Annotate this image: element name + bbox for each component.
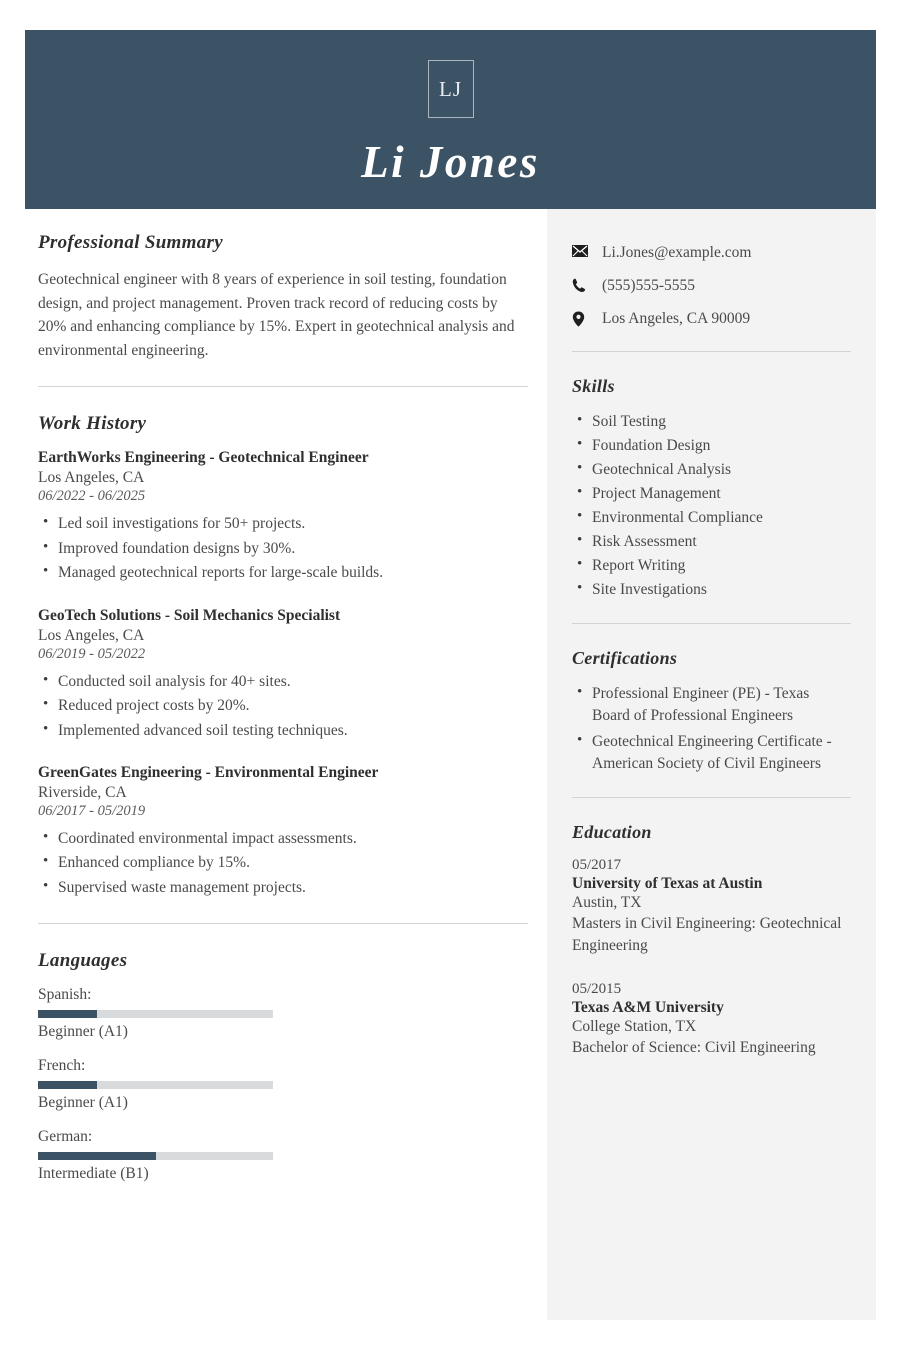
job-dates: 06/2022 - 06/2025 (38, 488, 146, 505)
skill-item: • Risk Assessment (592, 531, 851, 553)
contact-location-row[interactable] (572, 309, 851, 329)
job-title: GreenGates Engineering - Environmental Engineer (38, 764, 379, 781)
divider (38, 386, 528, 387)
skill-item: • Report Writing (592, 555, 851, 577)
job-location: Los Angeles, CA (38, 469, 145, 487)
certifications-list (572, 683, 851, 775)
phone-icon (572, 278, 594, 293)
certification-item: • Geotechnical Engineering Certificate - American Society of Civil Engineers (592, 731, 851, 775)
education-location: College Station, TX (572, 1017, 697, 1035)
section-certifications (572, 648, 851, 775)
language-level: Beginner (A1) (38, 1023, 128, 1041)
language-proficiency-fill (38, 1152, 156, 1160)
certifications-heading: Certifications (572, 648, 678, 669)
job-bullet: • Enhanced compliance by 15%. (58, 852, 528, 874)
language-name: French: (38, 1057, 86, 1075)
language-proficiency-fill (38, 1081, 97, 1089)
skills-heading: Skills (572, 376, 615, 397)
language-item (38, 1057, 273, 1112)
education-school: University of Texas at Austin (572, 875, 763, 893)
professional-summary-heading: Professional Summary (38, 232, 223, 253)
language-item (38, 986, 273, 1041)
languages-heading: Languages (38, 950, 128, 972)
sidebar-column (547, 209, 876, 1320)
skill-item: • Environmental Compliance (592, 507, 851, 529)
monogram-badge (428, 60, 474, 118)
education-degree: Bachelor of Science: Civil Engineering (572, 1038, 816, 1056)
certification-item: • Professional Engineer (PE) - Texas Board of Professional Engineers (592, 683, 851, 727)
envelope-icon (572, 245, 594, 257)
job-location: Riverside, CA (38, 784, 127, 801)
language-name: Spanish: (38, 986, 92, 1004)
language-proficiency-bar (38, 1010, 273, 1018)
section-skills (572, 376, 851, 601)
job-title: GeoTech Solutions - Soil Mechanics Specialist (38, 606, 341, 624)
education-entry (572, 857, 851, 956)
language-level: Beginner (A1) (38, 1094, 128, 1112)
job-bullet-list (38, 513, 528, 584)
languages-grid (38, 986, 528, 1199)
education-date: 05/2015 (572, 980, 622, 997)
job-bullet-list (38, 828, 528, 899)
section-languages (38, 950, 528, 1199)
contact-email-row[interactable] (572, 243, 851, 263)
job-title: EarthWorks Engineering - Geotechnical Engineer (38, 449, 369, 467)
education-entry (572, 981, 851, 1059)
contact-email-text: Li.Jones@example.com (602, 244, 752, 261)
language-proficiency-bar (38, 1081, 273, 1089)
main-column (38, 232, 528, 1199)
job-bullet: • Led soil investigations for 50+ projects. (58, 513, 528, 535)
education-school: Texas A&M University (572, 998, 724, 1016)
skill-item: • Site Investigations (592, 579, 851, 601)
language-level: Intermediate (B1) (38, 1165, 149, 1183)
education-location: Austin, TX (572, 894, 642, 912)
education-degree: Masters in Civil Engineering: Geotechnical Engineering (572, 915, 842, 955)
contact-block (572, 243, 851, 329)
divider (38, 923, 528, 924)
work-history-entry (38, 449, 528, 584)
job-bullet: • Improved foundation designs by 30%. (58, 538, 528, 560)
language-item (38, 1128, 273, 1183)
job-bullet-list (38, 671, 528, 742)
job-bullet: • Implemented advanced soil testing techniques. (58, 720, 528, 742)
professional-summary-text: Geotechnical engineer with 8 years of experience in soil testing, foundation design, and project management. Proven track record of reducing costs by 20% and enhancing compliance by 15%. Expert in geotechnical analysis and environmental engineering. (38, 271, 515, 359)
section-work-history (38, 413, 528, 899)
divider (572, 797, 851, 798)
divider (572, 351, 851, 352)
skill-item: • Foundation Design (592, 435, 851, 457)
work-history-entry (38, 607, 528, 742)
location-pin-icon (572, 311, 594, 327)
job-dates: 06/2019 - 05/2022 (38, 645, 146, 662)
language-proficiency-bar (38, 1152, 273, 1160)
contact-phone-text: (555)555-5555 (602, 277, 695, 295)
work-history-heading: Work History (38, 413, 147, 435)
language-name: German: (38, 1128, 93, 1146)
job-bullet: • Coordinated environmental impact assessments. (58, 828, 528, 850)
candidate-name: Li Jones (361, 137, 540, 187)
monogram-initials: LJ (439, 76, 462, 101)
section-education (572, 822, 851, 1058)
resume-header (25, 30, 876, 209)
contact-phone-row[interactable] (572, 276, 851, 296)
job-location: Los Angeles, CA (38, 626, 145, 644)
job-bullet: • Conducted soil analysis for 40+ sites. (58, 671, 528, 693)
job-bullet: • Managed geotechnical reports for large-scale builds. (58, 562, 528, 584)
job-dates: 06/2017 - 05/2019 (38, 803, 146, 819)
job-bullet: • Supervised waste management projects. (58, 877, 528, 899)
education-date: 05/2017 (572, 857, 622, 874)
job-bullet: • Reduced project costs by 20%. (58, 695, 528, 717)
contact-location-text: Los Angeles, CA 90009 (602, 310, 751, 328)
work-history-entry (38, 764, 528, 899)
education-heading: Education (572, 822, 652, 843)
skill-item: • Geotechnical Analysis (592, 459, 851, 481)
skill-item: • Soil Testing (592, 411, 851, 433)
skill-item: • Project Management (592, 483, 851, 505)
divider (572, 623, 851, 624)
skills-list (572, 411, 851, 601)
section-professional-summary (38, 232, 528, 362)
language-proficiency-fill (38, 1010, 97, 1018)
